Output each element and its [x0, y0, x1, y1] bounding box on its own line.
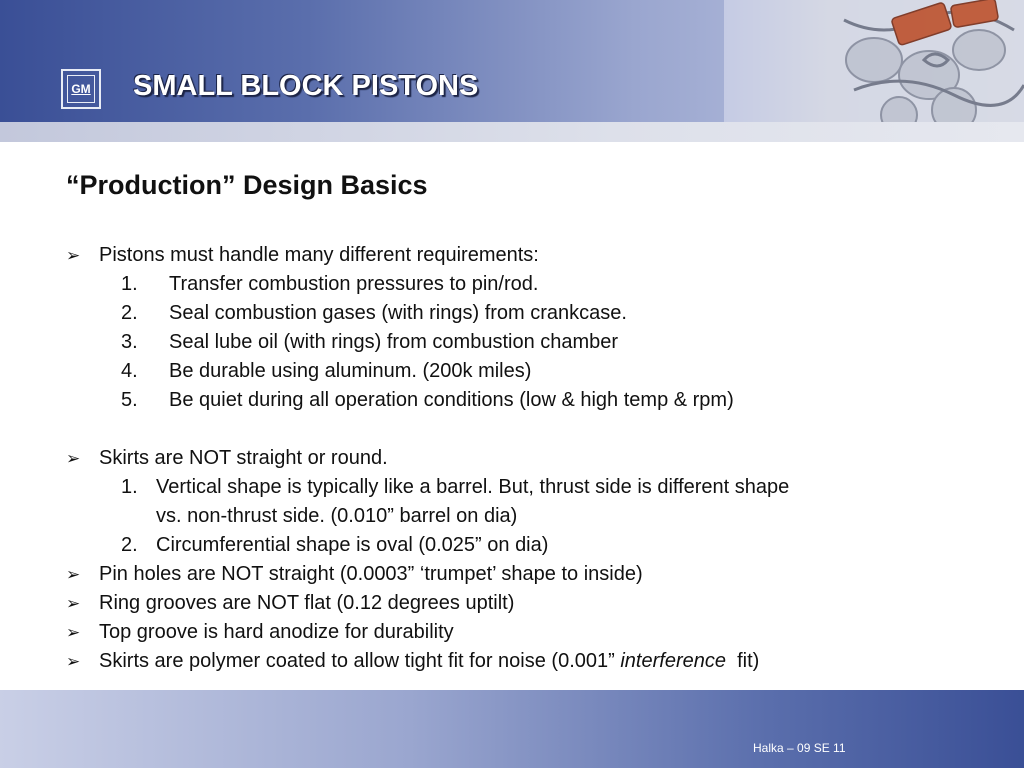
arrow-bullet-icon: ➢ — [66, 449, 81, 468]
bullet-text: Ring grooves are NOT flat (0.12 degrees uptilt) — [99, 592, 515, 614]
emphasis-text: interference — [620, 650, 726, 672]
slide-content — [66, 168, 966, 676]
bullet-item — [66, 241, 966, 270]
item-number: 1. — [121, 273, 138, 295]
slide-subtitle: “Production” Design Basics — [66, 170, 428, 200]
spacer — [66, 415, 966, 444]
bullet-text-part: Skirts are polymer coated to allow tight fit for noise (0.001” — [99, 650, 621, 672]
item-text: Seal combustion gases (with rings) from crankcase. — [169, 302, 627, 324]
numbered-item — [121, 328, 966, 357]
item-number: 2. — [121, 534, 138, 556]
bullet-item — [66, 444, 966, 473]
numbered-item — [121, 473, 966, 531]
arrow-bullet-icon: ➢ — [66, 594, 81, 613]
bullet-item — [66, 618, 966, 647]
arrow-bullet-icon: ➢ — [66, 565, 81, 584]
bullet-text-part: fit) — [725, 650, 760, 672]
gm-logo-icon — [61, 69, 101, 109]
slide-title: SMALL BLOCK PISTONS — [133, 70, 479, 102]
bullet-item — [66, 589, 966, 618]
bullet-text: Pin holes are NOT straight (0.0003” ‘trumpet’ shape to inside) — [99, 563, 643, 585]
numbered-item — [121, 357, 966, 386]
engine-illustration — [724, 0, 1024, 122]
bullet-text — [99, 647, 759, 676]
slide-footer — [0, 690, 1024, 768]
numbered-item — [121, 299, 966, 328]
bullet-text: Skirts are NOT straight or round. — [99, 447, 388, 469]
numbered-item — [121, 270, 966, 299]
arrow-bullet-icon: ➢ — [66, 246, 81, 265]
numbered-item — [121, 386, 966, 415]
item-text: Circumferential shape is oval (0.025” on dia) — [156, 534, 549, 556]
item-number: 1. — [121, 476, 138, 498]
header-strip — [0, 122, 1024, 142]
footer-text: Halka – 09 SE 11 — [753, 741, 846, 755]
slide-header — [0, 0, 1024, 122]
item-number: 4. — [121, 360, 138, 382]
gm-logo-text: GM — [67, 75, 95, 103]
numbered-item — [121, 531, 966, 560]
item-number: 5. — [121, 389, 138, 411]
arrow-bullet-icon: ➢ — [66, 652, 81, 671]
item-text: Seal lube oil (with rings) from combustion chamber — [169, 331, 619, 353]
item-text: Be durable using aluminum. (200k miles) — [169, 360, 532, 382]
arrow-bullet-icon: ➢ — [66, 623, 81, 642]
bullet-text: Pistons must handle many different requirements: — [99, 244, 539, 266]
item-number: 3. — [121, 331, 138, 353]
bullet-item — [66, 647, 966, 676]
item-text-continuation: vs. non-thrust side. (0.010” barrel on dia) — [156, 505, 518, 527]
item-number: 2. — [121, 302, 138, 324]
item-text: Be quiet during all operation conditions (low & high temp & rpm) — [169, 389, 734, 411]
item-text-line: Vertical shape is typically like a barrel. But, thrust side is different shape — [156, 476, 790, 498]
bullet-text: Top groove is hard anodize for durability — [99, 621, 454, 643]
item-text: Transfer combustion pressures to pin/rod. — [169, 273, 539, 295]
bullet-item — [66, 560, 966, 589]
item-text — [156, 473, 789, 531]
